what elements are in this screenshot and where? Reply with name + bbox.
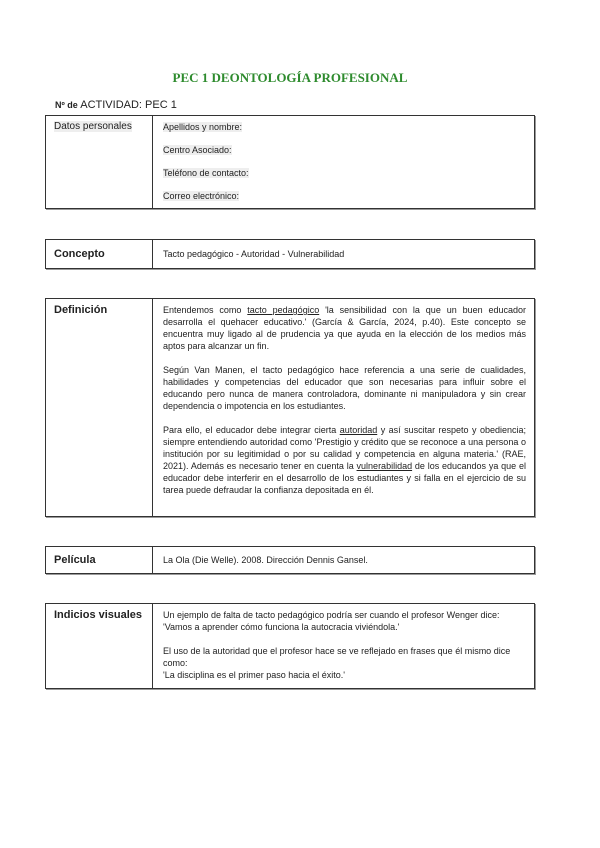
field-name: Apellidos y nombre: [163,122,243,132]
text: Un ejemplo de falta de tacto pedagógico podría ser cuando el profesor Wenger dice: [163,610,500,620]
concept-table [45,239,535,269]
definition-label: Definición [46,299,153,517]
concept-value: Tacto pedagógico - Autoridad - Vulnerabilidad [153,240,535,269]
film-label: Película [46,547,153,574]
definition-table [45,298,535,517]
definition-content [153,299,535,517]
quote: 'Vamos a aprender cómo funciona la autocracia viviéndola.' [163,622,400,632]
activity-prefix: Nº de [55,100,78,110]
text: Para ello, el educador debe integrar cierta [163,425,340,435]
text: El uso de la autoridad que el profesor hace se ve reflejado en frases que él mismo dice como: [163,646,511,668]
field-email: Correo electrónico: [163,191,240,201]
personal-data-table [45,115,535,209]
document-title: PEC 1 DEONTOLOGÍA PROFESIONAL [172,70,408,85]
quote: 'La disciplina es el primer paso hacia el éxito.' [163,670,346,680]
film-table [45,546,535,574]
visual-cues-table [45,603,535,689]
field-center: Centro Asociado: [163,145,232,155]
text: 'la sensibilidad con la que un buen educador desarrolla el quehacer educativo.' (García & García, 2024, p.40). Este concepto se encuentra muy ligado al de prudencia ya que ayuda en la elección de los medios más aptos para alcanzar un fin. [163,305,526,351]
text: y así suscitar respeto y obediencia; siempre entendiendo autoridad como 'Prestigio y crédito que se reconoce a una persona o institución por su legitimidad o por su calidad y competencia en alguna materia.' (RAE, 2021). Además es necesario tener en cuenta la [163,425,526,471]
personal-data-label-text: Datos personales [54,121,132,132]
visual-cues-label: Indicios visuales [46,604,153,689]
underlined-term: autoridad [339,425,378,435]
definition-paragraph-1 [163,304,526,352]
underlined-term: vulnerabilidad [356,461,413,471]
personal-data-label [46,116,153,209]
definition-paragraph-3 [163,424,526,496]
activity-label: ACTIVIDAD: PEC 1 [80,99,177,111]
visual-cues-content [153,604,535,689]
visual-cues-paragraph-2 [163,645,526,681]
personal-data-fields [153,116,535,209]
definition-paragraph-2: Según Van Manen, el tacto pedagógico hace referencia a una serie de cualidades, habilidades y competencias del educador que son necesarias para influir sobre el educando pero nunca de manera controladora, dominante ni manipuladora y sin crear dependencia o impotencia en los estudiantes. [163,365,526,411]
activity-number [55,99,177,111]
underlined-term: tacto pedagógico [247,305,320,315]
visual-cues-paragraph-1 [163,609,526,633]
text: de los educandos ya que el educador debe interferir en el desarrollo de los estudiantes y si falla en el ejercicio de su tarea puede defraudar la confianza depositada en él. [163,461,526,495]
film-value: La Ola (Die Welle). 2008. Dirección Dennis Gansel. [153,547,535,574]
field-phone: Teléfono de contacto: [163,168,249,178]
text: Entendemos como [163,305,248,315]
concept-label: Concepto [46,240,153,269]
